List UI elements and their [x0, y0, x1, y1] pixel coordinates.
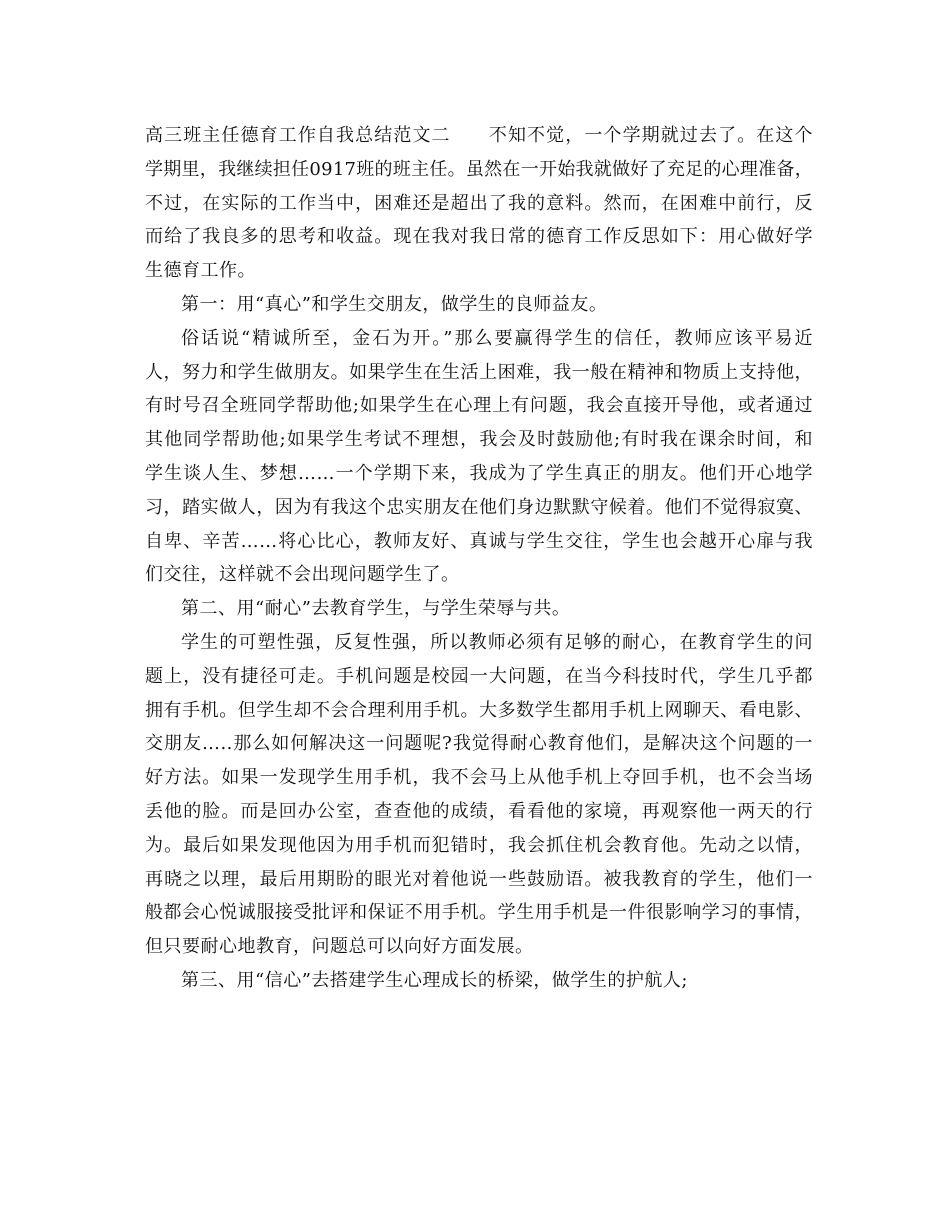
text-line: 而给了我良多的思考和收益。现在我对我日常的德育工作反思如下：用心做好学 — [145, 226, 813, 248]
text-line: 题上，没有捷径可走。手机问题是校园一大问题，在当今科技时代，学生几乎都 — [145, 665, 813, 687]
document-body — [145, 119, 813, 998]
text-line: 习，踏实做人，因为有我这个忠实朋友在他们身边默默守候着。他们不觉得寂寞、 — [145, 496, 813, 518]
text-line: 学期里，我继续担任0917班的班主任。虽然在一开始我就做好了充足的心理准备， — [145, 158, 813, 180]
section-heading: 第一：用“真心”和学生交朋友，做学生的良师益友。 — [181, 293, 608, 315]
text-line: 有时号召全班同学帮助他;如果学生在心理上有问题，我会直接开导他，或者通过 — [145, 395, 813, 417]
text-line: 不过，在实际的工作当中，困难还是超出了我的意料。然而，在困难中前行，反 — [145, 192, 813, 214]
text-line: 交朋友…..那么如何解决这一问题呢?我觉得耐心教育他们，是解决这个问题的一 — [145, 733, 813, 755]
section-heading: 第二、用“耐心”去教育学生，与学生荣辱与共。 — [181, 598, 571, 620]
text-line: 高三班主任德育工作自我总结范文二 不知不觉，一个学期就过去了。在这个 — [145, 125, 813, 146]
text-line: 人，努力和学生做朋友。如果学生在生活上困难，我一般在精神和物质上支持他， — [145, 361, 813, 383]
text-line: 但只要耐心地教育，问题总可以向好方面发展。 — [145, 936, 534, 958]
text-line: 们交往，这样就不会出现问题学生了。 — [145, 564, 460, 586]
text-line: 为。最后如果发现他因为用手机而犯错时，我会抓住机会教育他。先动之以情， — [145, 834, 813, 856]
text-line: 学生的可塑性强，反复性强，所以教师必须有足够的耐心，在教育学生的问 — [181, 631, 813, 653]
text-line: 丢他的脸。而是回办公室，查查他的成绩，看看他的家境，再观察他一两天的行 — [145, 800, 813, 822]
text-line: 学生谈人生、梦想……一个学期下来，我成为了学生真正的朋友。他们开心地学 — [145, 462, 813, 484]
text-line: 般都会心悦诚服接受批评和保证不用手机。学生用手机是一件很影响学习的事情， — [145, 902, 813, 924]
text-line: 拥有手机。但学生却不会合理利用手机。大多数学生都用手机上网聊天、看电影、 — [145, 699, 813, 721]
text-line: 生德育工作。 — [145, 260, 256, 282]
text-line: 其他同学帮助他;如果学生考试不理想，我会及时鼓励他;有时我在课余时间，和 — [145, 429, 813, 451]
section-heading: 第三、用“信心”去搭建学生心理成长的桥梁，做学生的护航人; — [181, 969, 688, 991]
text-line: 俗话说“精诚所至，金石为开。”那么要赢得学生的信任，教师应该平易近 — [181, 327, 813, 349]
text-line: 再晓之以理，最后用期盼的眼光对着他说一些鼓励语。被我教育的学生，他们一 — [145, 868, 813, 890]
text-line: 自卑、辛苦……将心比心，教师友好、真诚与学生交往，学生也会越开心扉与我 — [145, 530, 813, 552]
text-line: 好方法。如果一发现学生用手机，我不会马上从他手机上夺回手机，也不会当场 — [145, 767, 813, 789]
